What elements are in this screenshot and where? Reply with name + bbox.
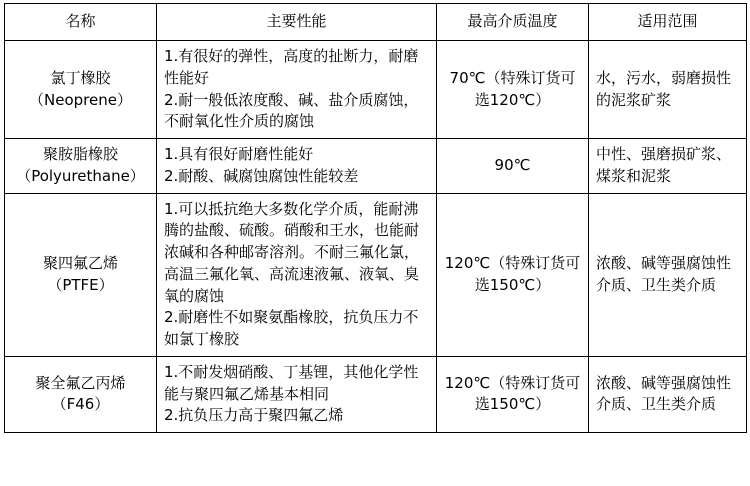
table-row: [5, 356, 747, 432]
material-name-en: （F46）: [51, 395, 110, 414]
performance-line: 1.可以抵抗绝大多数化学介质，能耐沸腾的盐酸、硫酸。硝酸和王水，也能耐浓碱和各种邮寄溶剂。不耐三氟化氯，高温三氟化氧、高流速液氟、液氧、臭氧的腐蚀: [164, 199, 420, 305]
material-name-cell: [5, 356, 157, 432]
material-name-cell: [5, 193, 157, 356]
material-name-en: （Neoprene）: [29, 90, 132, 109]
material-performance-cell: [157, 41, 437, 139]
column-header-max-temperature: 最高介质温度: [437, 4, 589, 41]
material-name-cell: [5, 139, 157, 194]
material-scope-cell: 水，污水，弱磨损性的泥浆矿浆: [589, 41, 747, 139]
material-temperature-cell: 90℃: [437, 139, 589, 194]
material-name-cn: 聚胺脂橡胶: [42, 145, 118, 163]
material-scope-cell: 浓酸、碱等强腐蚀性介质、卫生类介质: [589, 356, 747, 432]
material-performance-cell: [157, 139, 437, 194]
material-scope-cell: 中性、强磨损矿浆、煤浆和泥浆: [589, 139, 747, 194]
performance-line: 2.抗负压力高于聚四氟乙烯: [164, 406, 344, 425]
material-name-en: （Polyurethane）: [16, 166, 145, 185]
performance-line: 1.不耐发烟硝酸、丁基锂，其他化学性能与聚四氟乙烯基本相同: [164, 362, 419, 403]
material-temperature-cell: 120℃（特殊订货可选150℃）: [437, 193, 589, 356]
spec-table-page: [0, 3, 750, 486]
material-performance-cell: [157, 193, 437, 356]
lining-material-spec-table: [4, 3, 747, 433]
column-header-performance: 主要性能: [157, 4, 437, 41]
table-row: [5, 41, 747, 139]
column-header-scope: 适用范围: [589, 4, 747, 41]
performance-line: 2.耐磨性不如聚氨酯橡胶，抗负压力不如氯丁橡胶: [164, 308, 419, 348]
material-name-en: （PTFE）: [47, 275, 114, 294]
performance-line: 1.具有很好耐磨性能好: [164, 145, 314, 163]
material-name-cn: 氯丁橡胶: [50, 68, 111, 87]
table-row: [5, 139, 747, 194]
column-header-name: 名称: [5, 4, 157, 41]
performance-line: 2.耐一般低浓度酸、碱、盐介质腐蚀，不耐氧化性介质的腐蚀: [164, 90, 419, 131]
material-temperature-cell: 70℃（特殊订货可选120℃）: [437, 41, 589, 139]
table-header-row: [5, 4, 747, 41]
material-temperature-cell: 120℃（特殊订货可选150℃）: [437, 356, 589, 432]
material-name-cn: 聚四氟乙烯: [42, 253, 118, 272]
material-name-cn: 聚全氟乙丙烯: [35, 373, 126, 392]
material-performance-cell: [157, 356, 437, 432]
table-row: [5, 193, 747, 356]
material-name-cell: [5, 41, 157, 139]
material-scope-cell: 浓酸、碱等强腐蚀性介质、卫生类介质: [589, 193, 747, 356]
performance-line: 2.耐酸、碱腐蚀腐蚀性能较差: [164, 166, 359, 185]
performance-line: 1.有很好的弹性，高度的扯断力，耐磨性能好: [164, 47, 419, 87]
